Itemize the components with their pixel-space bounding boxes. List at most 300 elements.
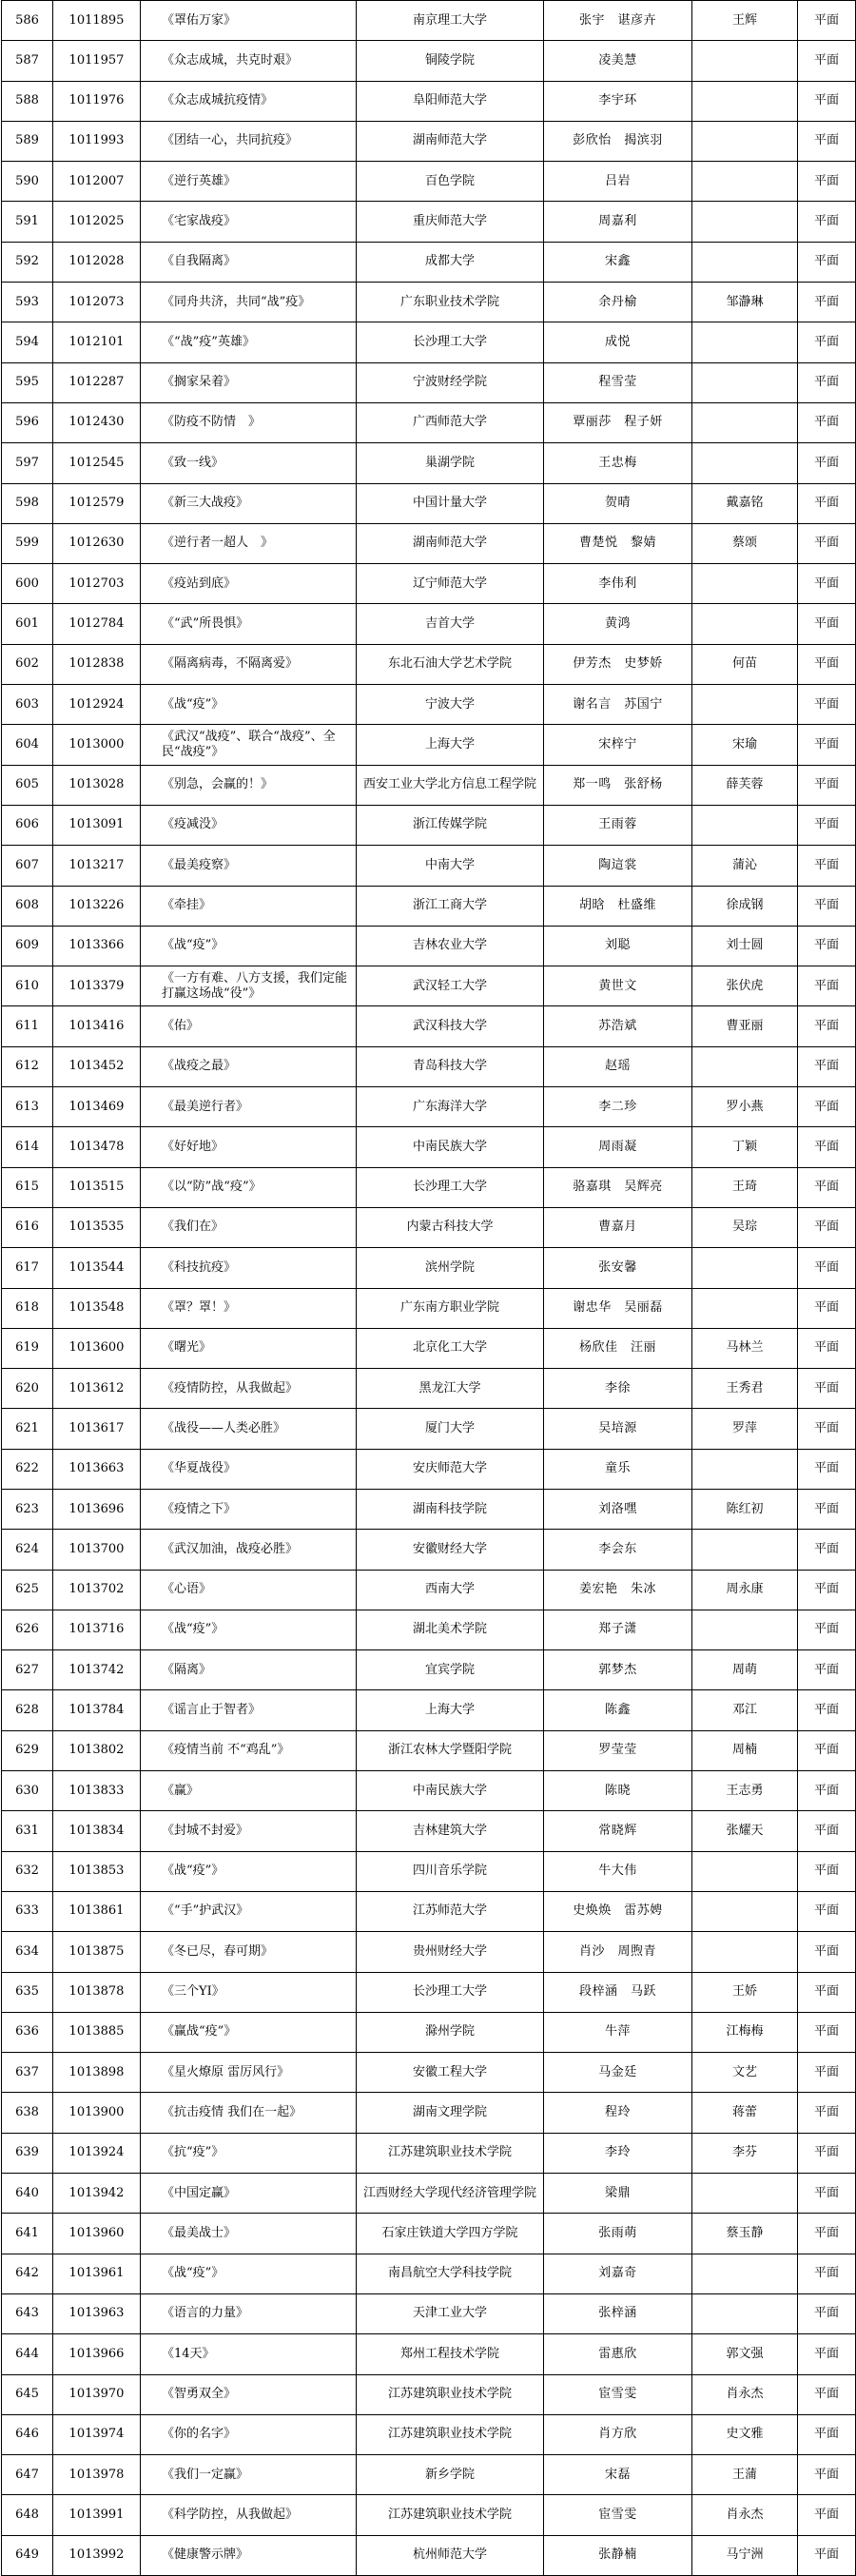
table-row bbox=[2, 886, 856, 926]
table-row bbox=[2, 805, 856, 845]
row-number-cell: 632 bbox=[2, 1851, 53, 1891]
advisor-name-cell bbox=[692, 604, 798, 644]
advisor-name-cell: 张耀天 bbox=[692, 1811, 798, 1851]
entry-id-cell: 1013416 bbox=[53, 1006, 141, 1046]
school-name-cell: 江苏师范大学 bbox=[357, 1891, 544, 1931]
author-names-cell: 宋磊 bbox=[544, 2455, 692, 2495]
author-names-cell: 王忠梅 bbox=[544, 443, 692, 483]
table-row bbox=[2, 242, 856, 282]
advisor-name-cell bbox=[692, 1046, 798, 1086]
school-name-cell: 广西师范大学 bbox=[357, 402, 544, 442]
entry-id-cell: 1012838 bbox=[53, 644, 141, 684]
category-cell: 平面 bbox=[798, 1328, 856, 1368]
author-names-cell: 梁鼎 bbox=[544, 2174, 692, 2214]
table-row bbox=[2, 725, 856, 765]
row-number-cell: 599 bbox=[2, 523, 53, 563]
entry-id-cell: 1013379 bbox=[53, 966, 141, 1006]
advisor-name-cell: 罗小燕 bbox=[692, 1087, 798, 1127]
table-row bbox=[2, 2174, 856, 2214]
work-title-cell: 《赢》 bbox=[141, 1771, 357, 1811]
school-name-cell: 天津工业大学 bbox=[357, 2293, 544, 2333]
advisor-name-cell: 丁颖 bbox=[692, 1127, 798, 1167]
advisor-name-cell: 王琦 bbox=[692, 1167, 798, 1207]
author-names-cell: 张雨萌 bbox=[544, 2214, 692, 2254]
school-name-cell: 南京理工大学 bbox=[357, 1, 544, 41]
advisor-name-cell: 周永康 bbox=[692, 1570, 798, 1610]
school-name-cell: 武汉科技大学 bbox=[357, 1006, 544, 1046]
advisor-name-cell bbox=[692, 1851, 798, 1891]
school-name-cell: 江苏建筑职业技术学院 bbox=[357, 2374, 544, 2414]
table-row bbox=[2, 2495, 856, 2535]
entry-id-cell: 1012430 bbox=[53, 402, 141, 442]
entry-id-cell: 1011993 bbox=[53, 121, 141, 161]
author-names-cell: 张宇 谌彦卉 bbox=[544, 1, 692, 41]
advisor-name-cell: 蔡颂 bbox=[692, 523, 798, 563]
work-title-cell: 《三个YI》 bbox=[141, 1972, 357, 2012]
category-cell: 平面 bbox=[798, 2254, 856, 2293]
author-names-cell: 谢名言 苏国宁 bbox=[544, 685, 692, 725]
entry-id-cell: 1013974 bbox=[53, 2414, 141, 2454]
author-names-cell: 吕岩 bbox=[544, 162, 692, 202]
school-name-cell: 吉首大学 bbox=[357, 604, 544, 644]
table-row bbox=[2, 1690, 856, 1730]
author-names-cell: 宦雪雯 bbox=[544, 2374, 692, 2414]
table-row bbox=[2, 1891, 856, 1931]
author-names-cell: 陈鑫 bbox=[544, 1690, 692, 1730]
work-title-cell: 《逆行英雄》 bbox=[141, 162, 357, 202]
row-number-cell: 618 bbox=[2, 1288, 53, 1328]
category-cell: 平面 bbox=[798, 1610, 856, 1649]
table-row bbox=[2, 966, 856, 1006]
category-cell: 平面 bbox=[798, 162, 856, 202]
entry-id-cell: 1013091 bbox=[53, 805, 141, 845]
school-name-cell: 四川音乐学院 bbox=[357, 1851, 544, 1891]
row-number-cell: 603 bbox=[2, 685, 53, 725]
entry-id-cell: 1012784 bbox=[53, 604, 141, 644]
row-number-cell: 626 bbox=[2, 1610, 53, 1649]
work-title-cell: 《封城不封爱》 bbox=[141, 1811, 357, 1851]
work-title-cell: 《一方有难、八方支援，我们定能打赢这场战“役”》 bbox=[141, 966, 357, 1006]
school-name-cell: 南昌航空大学科技学院 bbox=[357, 2254, 544, 2293]
advisor-name-cell bbox=[692, 402, 798, 442]
row-number-cell: 636 bbox=[2, 2012, 53, 2052]
entry-id-cell: 1013900 bbox=[53, 2093, 141, 2133]
table-row bbox=[2, 644, 856, 684]
table-row bbox=[2, 1409, 856, 1449]
row-number-cell: 610 bbox=[2, 966, 53, 1006]
table-row bbox=[2, 1328, 856, 1368]
entry-id-cell: 1013515 bbox=[53, 1167, 141, 1207]
row-number-cell: 624 bbox=[2, 1530, 53, 1570]
work-title-cell: 《最美战士》 bbox=[141, 2214, 357, 2254]
table-row bbox=[2, 81, 856, 121]
advisor-name-cell: 吴琮 bbox=[692, 1207, 798, 1247]
school-name-cell: 江苏建筑职业技术学院 bbox=[357, 2495, 544, 2535]
row-number-cell: 630 bbox=[2, 1771, 53, 1811]
row-number-cell: 640 bbox=[2, 2174, 53, 2214]
advisor-name-cell: 陈红初 bbox=[692, 1489, 798, 1529]
table-row bbox=[2, 1248, 856, 1288]
category-cell: 平面 bbox=[798, 1851, 856, 1891]
category-cell: 平面 bbox=[798, 81, 856, 121]
advisor-name-cell: 罗萍 bbox=[692, 1409, 798, 1449]
table-row bbox=[2, 162, 856, 202]
row-number-cell: 601 bbox=[2, 604, 53, 644]
entry-id-cell: 1013833 bbox=[53, 1771, 141, 1811]
author-names-cell: 宋梓宁 bbox=[544, 725, 692, 765]
work-title-cell: 《你的名字》 bbox=[141, 2414, 357, 2454]
table-row bbox=[2, 402, 856, 442]
advisor-name-cell: 江梅梅 bbox=[692, 2012, 798, 2052]
school-name-cell: 上海大学 bbox=[357, 725, 544, 765]
table-row bbox=[2, 926, 856, 966]
author-names-cell: 郑子潇 bbox=[544, 1610, 692, 1649]
entry-id-cell: 1013970 bbox=[53, 2374, 141, 2414]
school-name-cell: 长沙理工大学 bbox=[357, 1972, 544, 2012]
school-name-cell: 北京化工大学 bbox=[357, 1328, 544, 1368]
advisor-name-cell bbox=[692, 2174, 798, 2214]
author-names-cell: 程玲 bbox=[544, 2093, 692, 2133]
table-row bbox=[2, 1650, 856, 1690]
author-names-cell: 吴培源 bbox=[544, 1409, 692, 1449]
work-title-cell: 《战“疫”》 bbox=[141, 926, 357, 966]
school-name-cell: 湖南师范大学 bbox=[357, 121, 544, 161]
table-row bbox=[2, 2535, 856, 2575]
work-title-cell: 《佑》 bbox=[141, 1006, 357, 1046]
school-name-cell: 新乡学院 bbox=[357, 2455, 544, 2495]
table-row bbox=[2, 2334, 856, 2374]
table-row bbox=[2, 2374, 856, 2414]
advisor-name-cell: 王辉 bbox=[692, 1, 798, 41]
advisor-name-cell: 文艺 bbox=[692, 2053, 798, 2093]
author-names-cell: 李伟利 bbox=[544, 564, 692, 604]
entry-id-cell: 1011957 bbox=[53, 41, 141, 81]
work-title-cell: 《曙光》 bbox=[141, 1328, 357, 1368]
table-row bbox=[2, 2012, 856, 2052]
school-name-cell: 中南大学 bbox=[357, 846, 544, 886]
work-title-cell: 《谣言止于智者》 bbox=[141, 1690, 357, 1730]
category-cell: 平面 bbox=[798, 564, 856, 604]
advisor-name-cell: 王娇 bbox=[692, 1972, 798, 2012]
author-names-cell: 覃丽莎 程子妍 bbox=[544, 402, 692, 442]
author-names-cell: 陈晓 bbox=[544, 1771, 692, 1811]
table-row bbox=[2, 202, 856, 242]
row-number-cell: 620 bbox=[2, 1369, 53, 1409]
table-row bbox=[2, 523, 856, 563]
category-cell: 平面 bbox=[798, 2495, 856, 2535]
entry-id-cell: 1012007 bbox=[53, 162, 141, 202]
table-row bbox=[2, 483, 856, 523]
school-name-cell: 江苏建筑职业技术学院 bbox=[357, 2133, 544, 2173]
table-row bbox=[2, 765, 856, 805]
school-name-cell: 东北石油大学艺术学院 bbox=[357, 644, 544, 684]
advisor-name-cell: 史文雅 bbox=[692, 2414, 798, 2454]
category-cell: 平面 bbox=[798, 1449, 856, 1489]
school-name-cell: 滁州学院 bbox=[357, 2012, 544, 2052]
advisor-name-cell: 肖永杰 bbox=[692, 2495, 798, 2535]
row-number-cell: 590 bbox=[2, 162, 53, 202]
author-names-cell: 马金廷 bbox=[544, 2053, 692, 2093]
author-names-cell: 陶這裳 bbox=[544, 846, 692, 886]
entry-id-cell: 1013612 bbox=[53, 1369, 141, 1409]
author-names-cell: 李宇环 bbox=[544, 81, 692, 121]
category-cell: 平面 bbox=[798, 41, 856, 81]
work-title-cell: 《搁家呆着》 bbox=[141, 362, 357, 402]
advisor-name-cell: 郭文强 bbox=[692, 2334, 798, 2374]
table-row bbox=[2, 1610, 856, 1649]
row-number-cell: 623 bbox=[2, 1489, 53, 1529]
entry-id-cell: 1012073 bbox=[53, 283, 141, 322]
school-name-cell: 中南民族大学 bbox=[357, 1771, 544, 1811]
row-number-cell: 609 bbox=[2, 926, 53, 966]
table-row bbox=[2, 1288, 856, 1328]
table-row bbox=[2, 1530, 856, 1570]
table-row bbox=[2, 2254, 856, 2293]
advisor-name-cell bbox=[692, 805, 798, 845]
entry-id-cell: 1013028 bbox=[53, 765, 141, 805]
advisor-name-cell: 曹亚丽 bbox=[692, 1006, 798, 1046]
school-name-cell: 西南大学 bbox=[357, 1570, 544, 1610]
work-title-cell: 《科学防控，从我做起》 bbox=[141, 2495, 357, 2535]
school-name-cell: 广东职业技术学院 bbox=[357, 283, 544, 322]
row-number-cell: 604 bbox=[2, 725, 53, 765]
table-row bbox=[2, 685, 856, 725]
row-number-cell: 606 bbox=[2, 805, 53, 845]
author-names-cell: 李会东 bbox=[544, 1530, 692, 1570]
entry-id-cell: 1013452 bbox=[53, 1046, 141, 1086]
row-number-cell: 617 bbox=[2, 1248, 53, 1288]
row-number-cell: 608 bbox=[2, 886, 53, 926]
author-names-cell: 李徐 bbox=[544, 1369, 692, 1409]
entry-id-cell: 1013802 bbox=[53, 1730, 141, 1770]
advisor-name-cell bbox=[692, 1932, 798, 1972]
work-title-cell: 《中国定赢》 bbox=[141, 2174, 357, 2214]
category-cell: 平面 bbox=[798, 1932, 856, 1972]
school-name-cell: 湖南文理学院 bbox=[357, 2093, 544, 2133]
advisor-name-cell: 蒲沁 bbox=[692, 846, 798, 886]
advisor-name-cell: 张伏虎 bbox=[692, 966, 798, 1006]
category-cell: 平面 bbox=[798, 362, 856, 402]
table-row bbox=[2, 1006, 856, 1046]
author-names-cell: 杨欣佳 汪丽 bbox=[544, 1328, 692, 1368]
school-name-cell: 西安工业大学北方信息工程学院 bbox=[357, 765, 544, 805]
category-cell: 平面 bbox=[798, 1288, 856, 1328]
entry-id-cell: 1013960 bbox=[53, 2214, 141, 2254]
advisor-name-cell: 邹瀞琳 bbox=[692, 283, 798, 322]
work-title-cell: 《致一线》 bbox=[141, 443, 357, 483]
advisor-name-cell bbox=[692, 1248, 798, 1288]
work-title-cell: 《武汉加油，战疫必胜》 bbox=[141, 1530, 357, 1570]
entry-id-cell: 1013924 bbox=[53, 2133, 141, 2173]
table-row bbox=[2, 2093, 856, 2133]
author-names-cell: 骆嘉琪 吴辉亮 bbox=[544, 1167, 692, 1207]
row-number-cell: 637 bbox=[2, 2053, 53, 2093]
table-row bbox=[2, 2414, 856, 2454]
work-title-cell: 《战“疫”》 bbox=[141, 1610, 357, 1649]
row-number-cell: 594 bbox=[2, 322, 53, 362]
category-cell: 平面 bbox=[798, 1489, 856, 1529]
author-names-cell: 谢忠华 吴丽磊 bbox=[544, 1288, 692, 1328]
author-names-cell: 史焕焕 雷苏娉 bbox=[544, 1891, 692, 1931]
advisor-name-cell: 周萌 bbox=[692, 1650, 798, 1690]
work-title-cell: 《“手”护武汉》 bbox=[141, 1891, 357, 1931]
school-name-cell: 浙江工商大学 bbox=[357, 886, 544, 926]
row-number-cell: 615 bbox=[2, 1167, 53, 1207]
advisor-name-cell bbox=[692, 564, 798, 604]
row-number-cell: 645 bbox=[2, 2374, 53, 2414]
row-number-cell: 588 bbox=[2, 81, 53, 121]
row-number-cell: 612 bbox=[2, 1046, 53, 1086]
category-cell: 平面 bbox=[798, 2174, 856, 2214]
category-cell: 平面 bbox=[798, 1650, 856, 1690]
work-title-cell: 《同舟共济，共同“战”疫》 bbox=[141, 283, 357, 322]
work-title-cell: 《隔离病毒，不隔离爱》 bbox=[141, 644, 357, 684]
advisor-name-cell bbox=[692, 2293, 798, 2333]
author-names-cell: 牛大伟 bbox=[544, 1851, 692, 1891]
entry-id-cell: 1013226 bbox=[53, 886, 141, 926]
advisor-name-cell bbox=[692, 1530, 798, 1570]
work-title-cell: 《14天》 bbox=[141, 2334, 357, 2374]
author-names-cell: 李玲 bbox=[544, 2133, 692, 2173]
advisor-name-cell bbox=[692, 1610, 798, 1649]
category-cell: 平面 bbox=[798, 1570, 856, 1610]
work-title-cell: 《罩？罩！》 bbox=[141, 1288, 357, 1328]
row-number-cell: 644 bbox=[2, 2334, 53, 2374]
school-name-cell: 湖南科技学院 bbox=[357, 1489, 544, 1529]
school-name-cell: 青岛科技大学 bbox=[357, 1046, 544, 1086]
work-title-cell: 《众志成城，共克时艰》 bbox=[141, 41, 357, 81]
school-name-cell: 安庆师范大学 bbox=[357, 1449, 544, 1489]
work-title-cell: 《“武”所畏惧》 bbox=[141, 604, 357, 644]
category-cell: 平面 bbox=[798, 483, 856, 523]
advisor-name-cell: 肖永杰 bbox=[692, 2374, 798, 2414]
author-names-cell: 张静楠 bbox=[544, 2535, 692, 2575]
entry-id-cell: 1013742 bbox=[53, 1650, 141, 1690]
category-cell: 平面 bbox=[798, 2414, 856, 2454]
category-cell: 平面 bbox=[798, 1369, 856, 1409]
advisor-name-cell bbox=[692, 2254, 798, 2293]
table-row bbox=[2, 1167, 856, 1207]
category-cell: 平面 bbox=[798, 685, 856, 725]
category-cell: 平面 bbox=[798, 725, 856, 765]
category-cell: 平面 bbox=[798, 1248, 856, 1288]
advisor-name-cell bbox=[692, 322, 798, 362]
entry-id-cell: 1013978 bbox=[53, 2455, 141, 2495]
category-cell: 平面 bbox=[798, 402, 856, 442]
school-name-cell: 宁波大学 bbox=[357, 685, 544, 725]
school-name-cell: 长沙理工大学 bbox=[357, 1167, 544, 1207]
table-row bbox=[2, 283, 856, 322]
school-name-cell: 铜陵学院 bbox=[357, 41, 544, 81]
author-names-cell: 黄世文 bbox=[544, 966, 692, 1006]
row-number-cell: 639 bbox=[2, 2133, 53, 2173]
author-names-cell: 刘嘉奇 bbox=[544, 2254, 692, 2293]
row-number-cell: 613 bbox=[2, 1087, 53, 1127]
row-number-cell: 595 bbox=[2, 362, 53, 402]
category-cell: 平面 bbox=[798, 1891, 856, 1931]
category-cell: 平面 bbox=[798, 1811, 856, 1851]
category-cell: 平面 bbox=[798, 1207, 856, 1247]
category-cell: 平面 bbox=[798, 604, 856, 644]
advisor-name-cell bbox=[692, 162, 798, 202]
category-cell: 平面 bbox=[798, 1167, 856, 1207]
entry-id-cell: 1013834 bbox=[53, 1811, 141, 1851]
school-name-cell: 浙江传媒学院 bbox=[357, 805, 544, 845]
row-number-cell: 589 bbox=[2, 121, 53, 161]
advisor-name-cell: 徐成钢 bbox=[692, 886, 798, 926]
row-number-cell: 621 bbox=[2, 1409, 53, 1449]
row-number-cell: 611 bbox=[2, 1006, 53, 1046]
table-row bbox=[2, 1932, 856, 1972]
work-title-cell: 《罩佑万家》 bbox=[141, 1, 357, 41]
row-number-cell: 587 bbox=[2, 41, 53, 81]
advisor-name-cell bbox=[692, 242, 798, 282]
row-number-cell: 634 bbox=[2, 1932, 53, 1972]
work-title-cell: 《疫减没》 bbox=[141, 805, 357, 845]
work-title-cell: 《抗“疫”》 bbox=[141, 2133, 357, 2173]
school-name-cell: 武汉轻工大学 bbox=[357, 966, 544, 1006]
work-title-cell: 《众志成城抗疫情》 bbox=[141, 81, 357, 121]
advisor-name-cell: 王蒲 bbox=[692, 2455, 798, 2495]
advisor-name-cell: 刘士圆 bbox=[692, 926, 798, 966]
author-names-cell: 胡晗 杜盛维 bbox=[544, 886, 692, 926]
category-cell: 平面 bbox=[798, 2334, 856, 2374]
entry-id-cell: 1013696 bbox=[53, 1489, 141, 1529]
author-names-cell: 常晓辉 bbox=[544, 1811, 692, 1851]
school-name-cell: 石家庄铁道大学四方学院 bbox=[357, 2214, 544, 2254]
author-names-cell: 肖方欣 bbox=[544, 2414, 692, 2454]
table-row bbox=[2, 1207, 856, 1247]
row-number-cell: 592 bbox=[2, 242, 53, 282]
table-row bbox=[2, 1449, 856, 1489]
school-name-cell: 郑州工程技术学院 bbox=[357, 2334, 544, 2374]
work-title-cell: 《战“疫”》 bbox=[141, 685, 357, 725]
author-names-cell: 周嘉利 bbox=[544, 202, 692, 242]
school-name-cell: 宁波财经学院 bbox=[357, 362, 544, 402]
entry-id-cell: 1013366 bbox=[53, 926, 141, 966]
advisor-name-cell bbox=[692, 1449, 798, 1489]
work-title-cell: 《战“疫”》 bbox=[141, 1851, 357, 1891]
row-number-cell: 641 bbox=[2, 2214, 53, 2254]
row-number-cell: 643 bbox=[2, 2293, 53, 2333]
school-name-cell: 安徽财经大学 bbox=[357, 1530, 544, 1570]
entry-id-cell: 1013991 bbox=[53, 2495, 141, 2535]
table-body bbox=[2, 1, 856, 2576]
author-names-cell: 童乐 bbox=[544, 1449, 692, 1489]
entry-id-cell: 1013853 bbox=[53, 1851, 141, 1891]
entry-id-cell: 1012703 bbox=[53, 564, 141, 604]
work-title-cell: 《宅家战疫》 bbox=[141, 202, 357, 242]
advisor-name-cell: 戴嘉铭 bbox=[692, 483, 798, 523]
entry-id-cell: 1013600 bbox=[53, 1328, 141, 1368]
table-row bbox=[2, 604, 856, 644]
row-number-cell: 628 bbox=[2, 1690, 53, 1730]
school-name-cell: 广东海洋大学 bbox=[357, 1087, 544, 1127]
school-name-cell: 阜阳师范大学 bbox=[357, 81, 544, 121]
category-cell: 平面 bbox=[798, 2012, 856, 2052]
table-row bbox=[2, 41, 856, 81]
entry-id-cell: 1012630 bbox=[53, 523, 141, 563]
category-cell: 平面 bbox=[798, 1006, 856, 1046]
author-names-cell: 姜宏艳 朱冰 bbox=[544, 1570, 692, 1610]
author-names-cell: 贺晴 bbox=[544, 483, 692, 523]
row-number-cell: 646 bbox=[2, 2414, 53, 2454]
school-name-cell: 长沙理工大学 bbox=[357, 322, 544, 362]
table-row bbox=[2, 846, 856, 886]
row-number-cell: 633 bbox=[2, 1891, 53, 1931]
row-number-cell: 622 bbox=[2, 1449, 53, 1489]
advisor-name-cell bbox=[692, 443, 798, 483]
